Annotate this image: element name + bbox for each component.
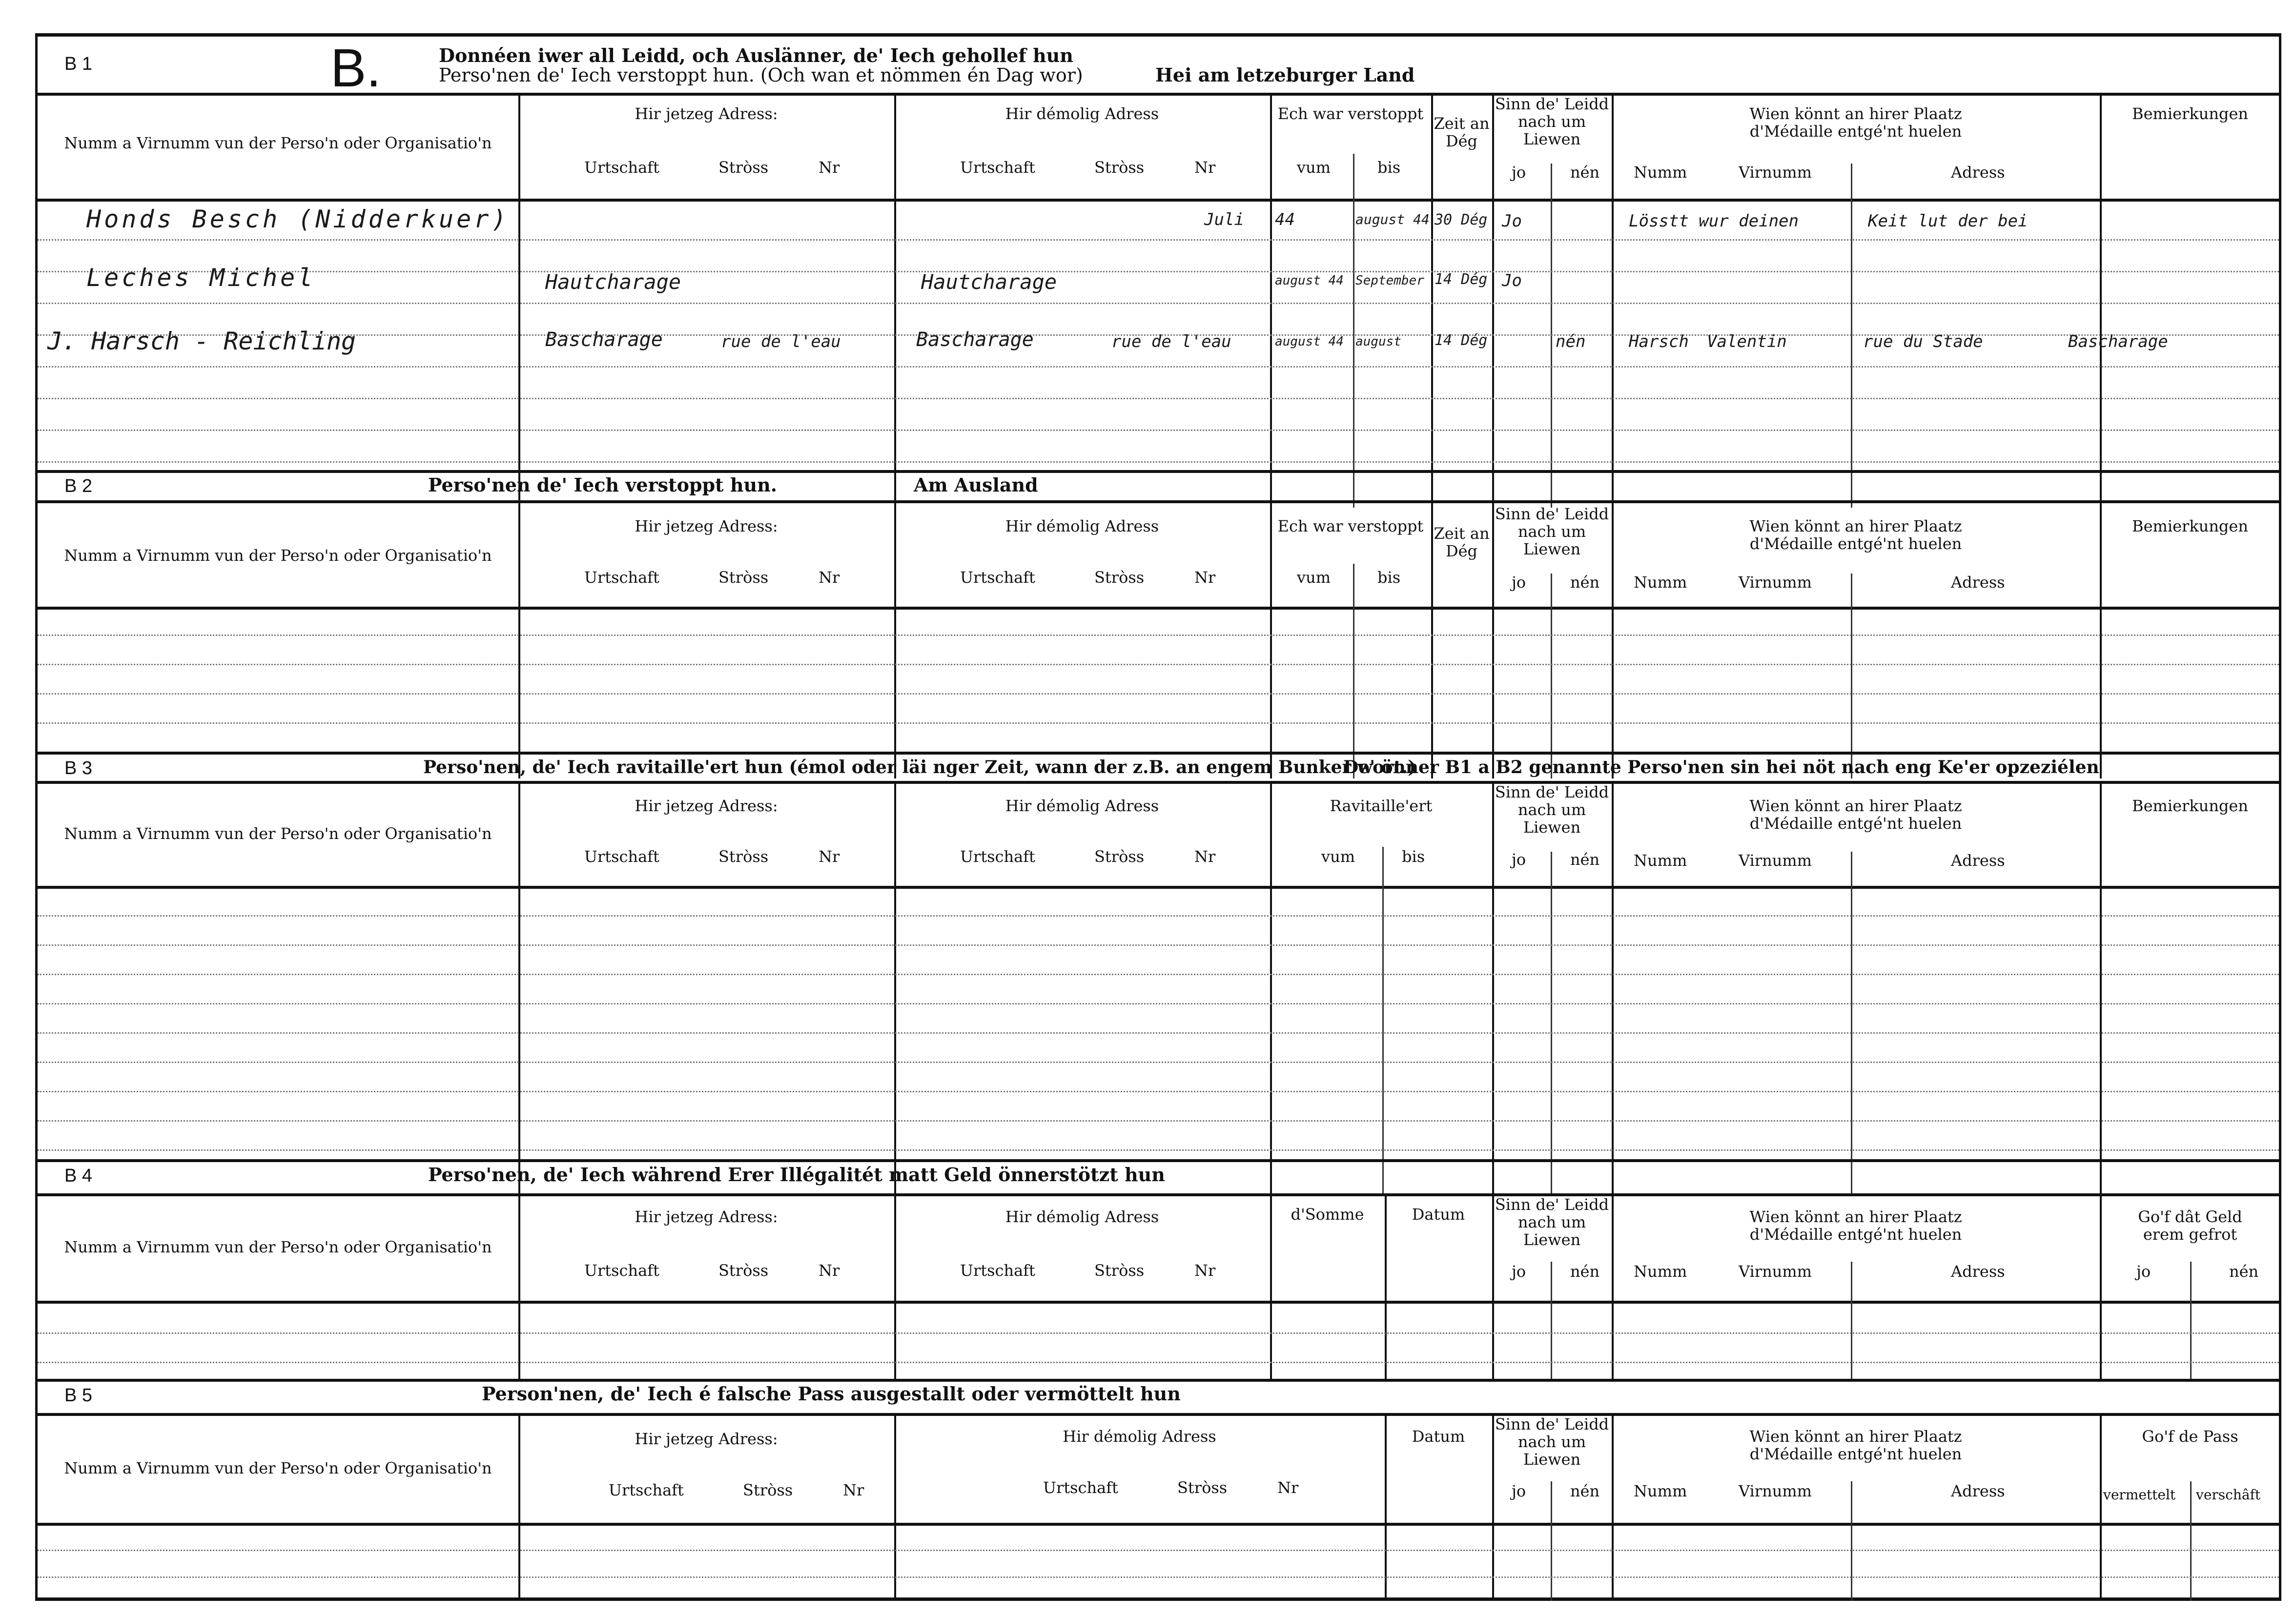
col-divider bbox=[1612, 781, 1614, 1193]
b2-street-header: Stròss bbox=[718, 568, 769, 587]
b2-remarks-header: Bemierkungen bbox=[2132, 517, 2248, 535]
b1-number-header: Nr bbox=[819, 158, 840, 177]
col-subdivider bbox=[1851, 1262, 1852, 1379]
row-line bbox=[38, 1576, 2279, 1578]
b1-row2-yes: Jo bbox=[1502, 271, 1522, 290]
b3-yes-header: jo bbox=[1512, 850, 1526, 869]
col-divider bbox=[518, 500, 520, 778]
col-subdivider bbox=[1551, 1262, 1552, 1379]
b2-current-address-header: Hir jetzeg Adress: bbox=[635, 517, 778, 535]
b1-days-header: Zeit an Dég bbox=[1434, 114, 1490, 150]
b2-former-address-header: Hir démolig Adress bbox=[1005, 517, 1159, 535]
b5-pass-header: Go'f de Pass bbox=[2142, 1427, 2238, 1446]
b3-supplied-header: Ravitaille'ert bbox=[1330, 797, 1433, 815]
col-divider bbox=[894, 500, 896, 778]
b4-medal-address-header: Adress bbox=[1951, 1262, 2005, 1281]
row-line bbox=[38, 915, 2279, 917]
b2-header-bottom-rule bbox=[38, 607, 2279, 610]
b5-no-header: nén bbox=[1570, 1482, 1600, 1500]
b1-row1-yes: Jo bbox=[1502, 211, 1522, 231]
b1-alive-header: Sinn de' Leidd nach um Liewen bbox=[1495, 95, 1609, 148]
b5-header-bottom-rule bbox=[38, 1523, 2279, 1526]
row-line bbox=[38, 1550, 2279, 1551]
row-line bbox=[38, 303, 2279, 304]
b1-row2-days: 14 Dég bbox=[1435, 271, 1488, 288]
col-divider bbox=[518, 781, 520, 1193]
row-line bbox=[38, 693, 2279, 695]
col-subdivider bbox=[1851, 573, 1852, 778]
b1-remarks-header: Bemierkungen bbox=[2132, 104, 2248, 123]
b3-header-top-rule bbox=[38, 781, 2279, 784]
b5-medal-header: Wien könnt an hirer Plaatz d'Médaille entgé'nt huelen bbox=[1749, 1427, 1962, 1463]
b1-medal-address-header: Adress bbox=[1951, 163, 2005, 182]
b3-top-rule bbox=[38, 752, 2279, 755]
section-code-b4: B 4 bbox=[64, 1166, 93, 1186]
col-divider bbox=[1270, 93, 1272, 508]
b4-no-header: nén bbox=[1570, 1262, 1600, 1281]
b4-place-header: Urtschaft bbox=[584, 1261, 659, 1280]
b4-medal-header: Wien könnt an hirer Plaatz d'Médaille entgé'nt huelen bbox=[1749, 1208, 1962, 1244]
b4-yes-header: jo bbox=[1512, 1262, 1526, 1281]
b3-medal-name-header: Numm bbox=[1634, 851, 1687, 870]
b1-row1-nr: Juli bbox=[1204, 210, 1244, 229]
col-subdivider bbox=[1382, 847, 1384, 1193]
row-line bbox=[38, 1120, 2279, 1122]
b5-medal-first-header: Virnumm bbox=[1739, 1482, 1812, 1500]
col-divider bbox=[1612, 93, 1614, 508]
row-line bbox=[38, 944, 2279, 946]
b4-money-no-header: nén bbox=[2229, 1262, 2259, 1281]
b2-name-header: Numm a Virnumm vun der Perso'n oder Organisatio'n bbox=[64, 546, 492, 565]
b3-current-address-header: Hir jetzeg Adress: bbox=[635, 797, 778, 815]
b3-header-bottom-rule bbox=[38, 886, 2279, 889]
b1-header-bottom-rule bbox=[38, 199, 2279, 202]
b1-title-line2: Perso'nen de' Iech verstoppt hun. (Och wan et nömmen én Dag wor) bbox=[439, 64, 1083, 86]
b4-header-bottom-rule bbox=[38, 1301, 2279, 1304]
b4-money-header: Go'f dât Geld erem gefrot bbox=[2138, 1208, 2242, 1244]
b3-no-header: nén bbox=[1570, 850, 1600, 869]
b5-top-rule bbox=[38, 1379, 2279, 1382]
row-line bbox=[38, 398, 2279, 399]
col-divider bbox=[1492, 781, 1494, 1193]
b1-former-street-header: Stròss bbox=[1094, 158, 1145, 177]
b3-number-header: Nr bbox=[819, 847, 840, 866]
b2-place-header: Urtschaft bbox=[584, 568, 659, 587]
b1-row3-from: august 44 bbox=[1275, 334, 1344, 349]
b1-row1-medal-address: Keit lut der bei bbox=[1868, 211, 2028, 231]
b3-from-header: vum bbox=[1321, 847, 1355, 866]
b1-row3-medal-address: rue du Stade bbox=[1863, 332, 1983, 351]
b3-former-place-header: Urtschaft bbox=[960, 847, 1035, 866]
b1-row1-medal-name: Lösstt wur deinen bbox=[1629, 211, 1799, 231]
b1-former-place-header: Urtschaft bbox=[960, 158, 1035, 177]
b3-former-number-header: Nr bbox=[1194, 847, 1216, 866]
b2-top-rule bbox=[38, 470, 2279, 473]
col-subdivider bbox=[1851, 852, 1852, 1193]
b1-row3-days: 14 Dég bbox=[1435, 332, 1488, 349]
col-divider bbox=[2100, 500, 2102, 778]
b4-former-place-header: Urtschaft bbox=[960, 1261, 1035, 1280]
row-line bbox=[38, 430, 2279, 431]
b3-alive-header: Sinn de' Leidd nach um Liewen bbox=[1495, 783, 1609, 837]
b1-row3-former-street: rue de l'eau bbox=[1111, 332, 1231, 351]
b2-hidden-period-header: Ech war verstoppt bbox=[1277, 517, 1424, 535]
b4-former-number-header: Nr bbox=[1194, 1261, 1216, 1280]
row-line bbox=[38, 1062, 2279, 1063]
section-code-b5: B 5 bbox=[64, 1385, 93, 1406]
b2-yes-header: jo bbox=[1512, 573, 1526, 592]
col-divider bbox=[518, 93, 520, 508]
b5-former-number-header: Nr bbox=[1277, 1478, 1299, 1497]
b1-until-header: bis bbox=[1377, 158, 1401, 177]
b1-row1-until: august 44 bbox=[1355, 211, 1430, 227]
b1-former-address-header: Hir démolig Adress bbox=[1005, 104, 1159, 123]
b1-row1-from: 44 bbox=[1275, 210, 1295, 229]
col-subdivider bbox=[1551, 852, 1552, 1193]
b5-alive-header: Sinn de' Leidd nach um Liewen bbox=[1495, 1415, 1609, 1469]
b2-days-header: Zeit an Dég bbox=[1434, 524, 1490, 560]
b2-former-place-header: Urtschaft bbox=[960, 568, 1035, 587]
b1-row1-days: 30 Dég bbox=[1435, 211, 1488, 228]
b4-number-header: Nr bbox=[819, 1261, 840, 1280]
b4-top-rule bbox=[38, 1159, 2279, 1162]
b1-row2-until: September bbox=[1355, 273, 1424, 288]
b1-row2-current-place: Hautcharage bbox=[545, 270, 681, 294]
b3-remarks-header: Bemierkungen bbox=[2132, 797, 2248, 815]
b3-title-right: De' önner B1 a B2 genannte Perso'nen sin hei nöt nach eng Ke'er opzeziélen bbox=[1343, 757, 2099, 778]
b1-row1-name: Honds Besch (Nidderkuer) bbox=[86, 205, 510, 233]
b3-medal-address-header: Adress bbox=[1951, 851, 2005, 870]
form-sheet bbox=[35, 33, 2281, 1601]
col-divider bbox=[1431, 93, 1433, 508]
b3-place-header: Urtschaft bbox=[584, 847, 659, 866]
b3-former-address-header: Hir démolig Adress bbox=[1005, 797, 1159, 815]
b4-title: Perso'nen, de' Iech während Erer Illégalitét matt Geld önnerstötzt hun bbox=[428, 1164, 1165, 1186]
b5-yes-header: jo bbox=[1512, 1482, 1526, 1500]
b1-row2-name: Leches Michel bbox=[86, 264, 316, 292]
b1-street-header: Stròss bbox=[718, 158, 769, 177]
section-code-b2: B 2 bbox=[64, 476, 93, 496]
b5-number-header: Nr bbox=[843, 1481, 864, 1499]
b1-row3-medal-name: Harsch bbox=[1629, 332, 1689, 351]
b1-hidden-period-header: Ech war verstoppt bbox=[1277, 104, 1424, 123]
col-subdivider bbox=[1353, 564, 1354, 778]
b5-place-header: Urtschaft bbox=[609, 1481, 684, 1499]
section-code-b3: B 3 bbox=[64, 758, 93, 778]
b2-no-header: nén bbox=[1570, 573, 1600, 592]
b5-title: Person'nen, de' Iech é falsche Pass ausgestallt oder vermöttelt hun bbox=[482, 1383, 1181, 1405]
b4-header-top-rule bbox=[38, 1193, 2279, 1196]
b1-current-address-header: Hir jetzeg Adress: bbox=[635, 104, 778, 123]
b2-former-street-header: Stròss bbox=[1094, 568, 1145, 587]
b5-former-place-header: Urtschaft bbox=[1043, 1478, 1118, 1497]
row-line bbox=[38, 366, 2279, 368]
row-line bbox=[38, 239, 2279, 241]
row-line bbox=[38, 1149, 2279, 1151]
b3-medal-header: Wien könnt an hirer Plaatz d'Médaille entgé'nt huelen bbox=[1749, 797, 1962, 833]
row-line bbox=[38, 722, 2279, 724]
col-divider bbox=[894, 93, 896, 508]
col-divider bbox=[894, 781, 896, 1193]
b2-medal-header: Wien könnt an hirer Plaatz d'Médaille entgé'nt huelen bbox=[1749, 517, 1962, 553]
b2-header-top-rule bbox=[38, 500, 2279, 503]
b1-from-header: vum bbox=[1297, 158, 1331, 177]
b2-number-header: Nr bbox=[819, 568, 840, 587]
b1-row2-former-place: Hautcharage bbox=[921, 270, 1057, 294]
col-subdivider bbox=[2190, 1262, 2192, 1379]
b1-row3-medal-first: Valentin bbox=[1707, 332, 1787, 351]
row-line bbox=[38, 635, 2279, 636]
b1-place-header: Urtschaft bbox=[584, 158, 659, 177]
col-divider bbox=[2100, 781, 2102, 1193]
b3-medal-first-header: Virnumm bbox=[1739, 851, 1812, 870]
b1-yes-header: jo bbox=[1512, 163, 1526, 182]
row-line bbox=[38, 1332, 2279, 1334]
b4-current-address-header: Hir jetzeg Adress: bbox=[635, 1208, 778, 1226]
b5-medal-address-header: Adress bbox=[1951, 1482, 2005, 1500]
row-line bbox=[38, 1362, 2279, 1363]
b4-date-header: Datum bbox=[1412, 1205, 1465, 1224]
b2-former-number-header: Nr bbox=[1194, 568, 1216, 587]
b2-alive-header: Sinn de' Leidd nach um Liewen bbox=[1495, 505, 1609, 558]
b2-title-right: Am Ausland bbox=[914, 474, 1038, 496]
b5-date-header: Datum bbox=[1412, 1427, 1465, 1446]
b1-title-line1: Donnéen iwer all Leidd, och Auslänner, de' Iech gehollef hun bbox=[439, 44, 1073, 66]
col-subdivider bbox=[1353, 154, 1354, 508]
b5-street-header: Stròss bbox=[743, 1481, 793, 1499]
b3-street-header: Stròss bbox=[718, 847, 769, 866]
row-line bbox=[38, 461, 2279, 463]
row-line bbox=[38, 664, 2279, 665]
section-code-b1: B 1 bbox=[64, 54, 93, 74]
b5-former-street-header: Stròss bbox=[1177, 1478, 1228, 1497]
b5-arranged-header: vermettelt bbox=[2103, 1487, 2176, 1503]
b1-row3-no: nén bbox=[1556, 332, 1586, 351]
b1-row3-former-place: Bascharage bbox=[916, 328, 1034, 351]
b5-name-header: Numm a Virnumm vun der Perso'n oder Organisatio'n bbox=[64, 1459, 492, 1477]
b3-former-street-header: Stròss bbox=[1094, 847, 1145, 866]
b4-medal-first-header: Virnumm bbox=[1739, 1262, 1812, 1281]
row-line bbox=[38, 271, 2279, 272]
b3-title: Perso'nen, de' Iech ravitaille'ert hun (émol oder läi nger Zeit, wann der z.B. an engem Bunker wort.) bbox=[423, 757, 1416, 778]
col-subdivider bbox=[2190, 1481, 2192, 1601]
b5-medal-name-header: Numm bbox=[1634, 1482, 1687, 1500]
b1-row3-until: august bbox=[1355, 334, 1401, 349]
b2-from-header: vum bbox=[1297, 568, 1331, 587]
b3-name-header: Numm a Virnumm vun der Perso'n oder Organisatio'n bbox=[64, 824, 492, 843]
b5-current-address-header: Hir jetzeg Adress: bbox=[635, 1430, 778, 1448]
b1-header-top-rule bbox=[38, 93, 2279, 96]
row-line bbox=[38, 1032, 2279, 1034]
b2-until-header: bis bbox=[1377, 568, 1401, 587]
col-divider bbox=[1270, 781, 1272, 1193]
b2-title: Perso'nen de' Iech verstoppt hun. bbox=[428, 474, 777, 496]
b4-former-street-header: Stròss bbox=[1094, 1261, 1145, 1280]
b1-row3-current-place: Bascharage bbox=[545, 328, 663, 351]
col-divider bbox=[2100, 93, 2102, 508]
b4-alive-header: Sinn de' Leidd nach um Liewen bbox=[1495, 1195, 1609, 1249]
b4-sum-header: d'Somme bbox=[1291, 1205, 1364, 1224]
b1-row3-name: J. Harsch - Reichling bbox=[47, 327, 356, 355]
b4-medal-name-header: Numm bbox=[1634, 1262, 1687, 1281]
b2-medal-name-header: Numm bbox=[1634, 573, 1687, 592]
col-divider bbox=[1492, 93, 1494, 508]
b1-row3-remarks: Bascharage bbox=[2068, 332, 2168, 351]
b1-medal-first-header: Virnumm bbox=[1739, 163, 1812, 182]
col-subdivider bbox=[1551, 573, 1552, 778]
b1-medal-header: Wien könnt an hirer Plaatz d'Médaille entgé'nt huelen bbox=[1749, 104, 1962, 141]
b2-medal-address-header: Adress bbox=[1951, 573, 2005, 592]
row-line bbox=[38, 1091, 2279, 1092]
b4-name-header: Numm a Virnumm vun der Perso'n oder Organisatio'n bbox=[64, 1238, 492, 1256]
b1-title-right: Hei am letzeburger Land bbox=[1155, 64, 1415, 86]
col-subdivider bbox=[1851, 1481, 1852, 1601]
b1-row2-from: august 44 bbox=[1275, 273, 1344, 288]
row-line bbox=[38, 1003, 2279, 1004]
col-subdivider bbox=[1551, 1481, 1552, 1601]
b5-header-top-rule bbox=[38, 1413, 2279, 1416]
b1-former-number-header: Nr bbox=[1194, 158, 1216, 177]
b1-row3-current-street: rue de l'eau bbox=[721, 332, 841, 351]
b4-street-header: Stròss bbox=[718, 1261, 769, 1280]
b5-former-address-header: Hir démolig Adress bbox=[1063, 1427, 1216, 1446]
row-line bbox=[38, 974, 2279, 975]
b4-former-address-header: Hir démolig Adress bbox=[1005, 1208, 1159, 1226]
b4-money-yes-header: jo bbox=[2136, 1262, 2151, 1281]
b1-name-header: Numm a Virnumm vun der Perso'n oder Organisatio'n bbox=[64, 134, 492, 152]
form-letter: B. bbox=[330, 38, 381, 98]
b5-issued-header: verschâft bbox=[2196, 1487, 2261, 1503]
b1-no-header: nén bbox=[1570, 163, 1600, 182]
col-divider bbox=[1270, 500, 1272, 778]
b2-medal-first-header: Virnumm bbox=[1739, 573, 1812, 592]
b1-medal-name-header: Numm bbox=[1634, 163, 1687, 182]
b3-until-header: bis bbox=[1402, 847, 1425, 866]
